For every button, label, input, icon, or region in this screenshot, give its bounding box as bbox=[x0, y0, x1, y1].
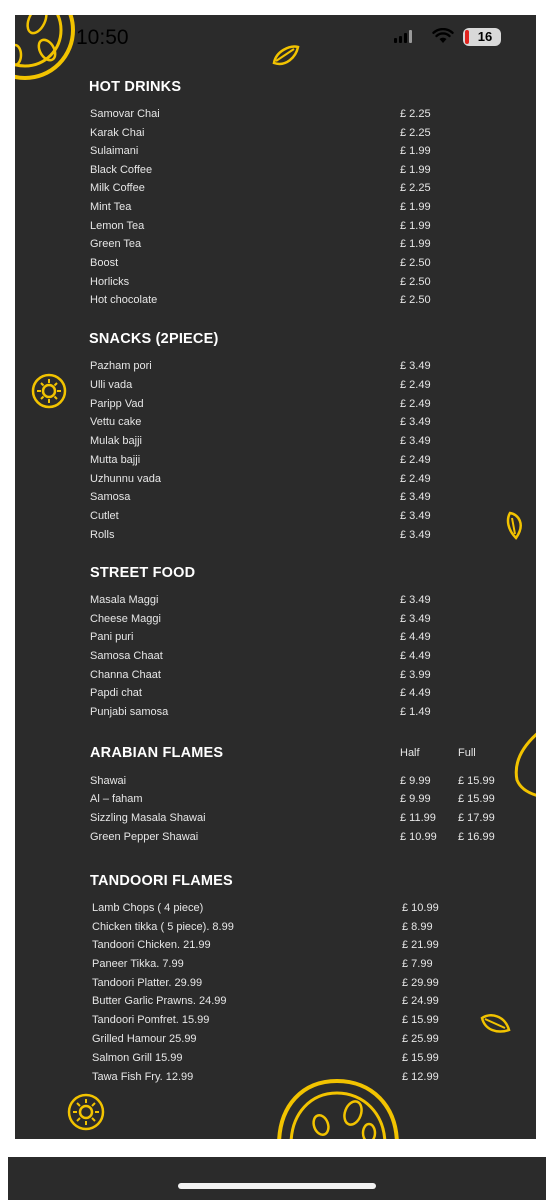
menu-item bbox=[90, 775, 510, 793]
menu-item bbox=[90, 238, 510, 256]
bottom-toolbar bbox=[8, 1157, 546, 1200]
item-name: Pani puri bbox=[90, 631, 134, 643]
menu-item bbox=[90, 510, 510, 528]
item-price: £ 24.99 bbox=[402, 995, 439, 1007]
section-title-street-food: STREET FOOD bbox=[90, 565, 196, 581]
home-indicator[interactable] bbox=[178, 1183, 376, 1189]
item-name: Sizzling Masala Shawai bbox=[90, 812, 206, 824]
menu-item bbox=[90, 145, 510, 163]
item-price: £ 1.99 bbox=[400, 145, 431, 157]
item-price: £ 3.49 bbox=[400, 510, 431, 522]
item-name: Vettu cake bbox=[90, 416, 142, 428]
menu-item bbox=[90, 687, 510, 705]
menu-item bbox=[90, 473, 510, 491]
item-price: £ 2.49 bbox=[400, 398, 431, 410]
item-price: £ 4.49 bbox=[400, 687, 431, 699]
status-bar bbox=[0, 0, 554, 60]
menu-item bbox=[90, 831, 510, 849]
item-name: Cutlet bbox=[90, 510, 119, 522]
item-name: Tandoori Platter. 29.99 bbox=[92, 977, 203, 989]
item-price: £ 2.25 bbox=[400, 108, 431, 120]
menu-item bbox=[90, 127, 510, 145]
battery-level: 16 bbox=[477, 29, 493, 44]
item-name: Paripp Vad bbox=[90, 398, 144, 410]
item-name: Sulaimani bbox=[90, 145, 139, 157]
section-title-snacks: SNACKS (2PIECE) bbox=[89, 331, 219, 347]
item-name: Chicken tikka ( 5 piece). 8.99 bbox=[92, 921, 234, 933]
menu-item bbox=[90, 793, 510, 811]
item-name: Paneer Tikka. 7.99 bbox=[92, 958, 184, 970]
item-name: Ulli vada bbox=[90, 379, 133, 391]
item-name: Masala Maggi bbox=[90, 594, 159, 606]
menu-item bbox=[90, 613, 510, 631]
item-price: £ 2.49 bbox=[400, 454, 431, 466]
item-name: Uzhunnu vada bbox=[90, 473, 161, 485]
item-name: Tandoori Pomfret. 15.99 bbox=[92, 1014, 210, 1026]
menu-item bbox=[90, 435, 510, 453]
item-price: £ 12.99 bbox=[402, 1071, 439, 1083]
item-name: Mint Tea bbox=[90, 201, 132, 213]
menu-item bbox=[92, 977, 512, 995]
item-price-half: £ 9.99 bbox=[400, 793, 431, 805]
item-name: Milk Coffee bbox=[90, 182, 145, 194]
menu-item bbox=[90, 294, 510, 312]
menu-item bbox=[90, 706, 510, 724]
item-name: Lemon Tea bbox=[90, 220, 145, 232]
menu-item bbox=[90, 398, 510, 416]
item-price: £ 3.49 bbox=[400, 360, 431, 372]
item-name: Green Tea bbox=[90, 238, 142, 250]
item-price-half: £ 11.99 bbox=[400, 812, 436, 824]
item-price-full: £ 15.99 bbox=[458, 793, 495, 805]
item-name: Samosa Chaat bbox=[90, 650, 163, 662]
menu-item bbox=[90, 669, 510, 687]
item-name: Karak Chai bbox=[90, 127, 145, 139]
menu-item bbox=[92, 939, 512, 957]
item-price-full: £ 17.99 bbox=[458, 812, 495, 824]
item-price: £ 29.99 bbox=[402, 977, 439, 989]
menu-item bbox=[90, 631, 510, 649]
menu-item bbox=[90, 594, 510, 612]
item-price: £ 10.99 bbox=[402, 902, 439, 914]
item-price: £ 2.50 bbox=[400, 294, 431, 306]
item-price: £ 2.50 bbox=[400, 276, 431, 288]
column-header-half: Half bbox=[400, 747, 420, 759]
item-name: Punjabi samosa bbox=[90, 706, 169, 718]
item-price: £ 4.49 bbox=[400, 631, 431, 643]
sun-icon bbox=[31, 373, 67, 409]
item-name: Lamb Chops ( 4 piece) bbox=[92, 902, 204, 914]
item-name: Pazham pori bbox=[90, 360, 152, 372]
column-header-full: Full bbox=[458, 747, 476, 759]
item-price: £ 3.49 bbox=[400, 594, 431, 606]
item-name: Shawai bbox=[90, 775, 127, 787]
item-price: £ 3.49 bbox=[400, 613, 431, 625]
item-price: £ 3.49 bbox=[400, 435, 431, 447]
menu-item bbox=[90, 416, 510, 434]
item-name: Salmon Grill 15.99 bbox=[92, 1052, 183, 1064]
section-title-arabian-flames: ARABIAN FLAMES bbox=[90, 745, 224, 761]
menu-item bbox=[92, 1033, 512, 1051]
item-price: £ 15.99 bbox=[402, 1052, 439, 1064]
menu-item bbox=[90, 164, 510, 182]
item-name: Black Coffee bbox=[90, 164, 153, 176]
item-name: Green Pepper Shawai bbox=[90, 831, 199, 843]
item-name: Samosa bbox=[90, 491, 131, 503]
item-price: £ 3.99 bbox=[400, 669, 431, 681]
menu-item bbox=[90, 360, 510, 378]
item-price: £ 2.25 bbox=[400, 182, 431, 194]
menu-item bbox=[90, 220, 510, 238]
menu-item bbox=[92, 958, 512, 976]
item-price: £ 21.99 bbox=[402, 939, 439, 951]
item-price-full: £ 15.99 bbox=[458, 775, 495, 787]
item-price: £ 2.50 bbox=[400, 257, 431, 269]
item-price: £ 15.99 bbox=[402, 1014, 439, 1026]
item-name: Al – faham bbox=[90, 793, 143, 805]
menu-item bbox=[90, 182, 510, 200]
item-name: Channa Chaat bbox=[90, 669, 161, 681]
item-price: £ 1.99 bbox=[400, 164, 431, 176]
item-price: £ 4.49 bbox=[400, 650, 431, 662]
item-name: Butter Garlic Prawns. 24.99 bbox=[92, 995, 227, 1007]
item-name: Horlicks bbox=[90, 276, 130, 288]
menu-item bbox=[90, 529, 510, 547]
item-price: £ 2.49 bbox=[400, 473, 431, 485]
item-name: Mutta bajji bbox=[90, 454, 141, 466]
battery-icon bbox=[463, 28, 501, 46]
item-price: £ 1.49 bbox=[400, 706, 431, 718]
item-name: Mulak bajji bbox=[90, 435, 142, 447]
item-price: £ 2.49 bbox=[400, 379, 431, 391]
item-name: Boost bbox=[90, 257, 119, 269]
item-price: £ 3.49 bbox=[400, 491, 431, 503]
wifi-icon bbox=[432, 28, 454, 44]
item-price: £ 3.49 bbox=[400, 529, 431, 541]
menu-item bbox=[92, 1014, 512, 1032]
menu-item bbox=[90, 379, 510, 397]
seed-icon bbox=[479, 1010, 511, 1036]
item-name: Cheese Maggi bbox=[90, 613, 161, 625]
fruit-slice-icon bbox=[273, 1075, 403, 1139]
item-price: £ 1.99 bbox=[400, 220, 431, 232]
menu-item bbox=[90, 201, 510, 219]
item-price: £ 1.99 bbox=[400, 238, 431, 250]
item-price-half: £ 9.99 bbox=[400, 775, 431, 787]
section-title-hot-drinks: HOT DRINKS bbox=[89, 79, 182, 95]
menu-item bbox=[90, 491, 510, 509]
item-price-half: £ 10.99 bbox=[400, 831, 437, 843]
item-name: Papdi chat bbox=[90, 687, 142, 699]
item-price: £ 8.99 bbox=[402, 921, 433, 933]
item-name: Tawa Fish Fry. 12.99 bbox=[92, 1071, 194, 1083]
item-price: £ 1.99 bbox=[400, 201, 431, 213]
menu-item bbox=[92, 1052, 512, 1070]
sun-icon bbox=[67, 1093, 105, 1131]
item-price: £ 2.25 bbox=[400, 127, 431, 139]
menu-item bbox=[92, 902, 512, 920]
menu-item bbox=[90, 257, 510, 275]
item-name: Rolls bbox=[90, 529, 115, 541]
menu-item bbox=[92, 995, 512, 1013]
menu-item bbox=[90, 454, 510, 472]
fruit-slice-icon bbox=[511, 730, 536, 800]
item-name: Samovar Chai bbox=[90, 108, 160, 120]
item-name: Hot chocolate bbox=[90, 294, 158, 306]
item-name: Grilled Hamour 25.99 bbox=[92, 1033, 197, 1045]
menu-item bbox=[92, 921, 512, 939]
menu-item bbox=[90, 812, 510, 830]
section-title-tandoori-flames: TANDOORI FLAMES bbox=[90, 873, 233, 889]
status-time: 10:50 bbox=[76, 26, 129, 49]
menu-item bbox=[90, 108, 510, 126]
item-price: £ 25.99 bbox=[402, 1033, 439, 1045]
menu-item bbox=[90, 650, 510, 668]
item-price: £ 3.49 bbox=[400, 416, 431, 428]
seed-icon bbox=[504, 510, 528, 540]
item-name: Tandoori Chicken. 21.99 bbox=[92, 939, 211, 951]
menu-item bbox=[90, 276, 510, 294]
item-price-full: £ 16.99 bbox=[458, 831, 495, 843]
item-price: £ 7.99 bbox=[402, 958, 433, 970]
